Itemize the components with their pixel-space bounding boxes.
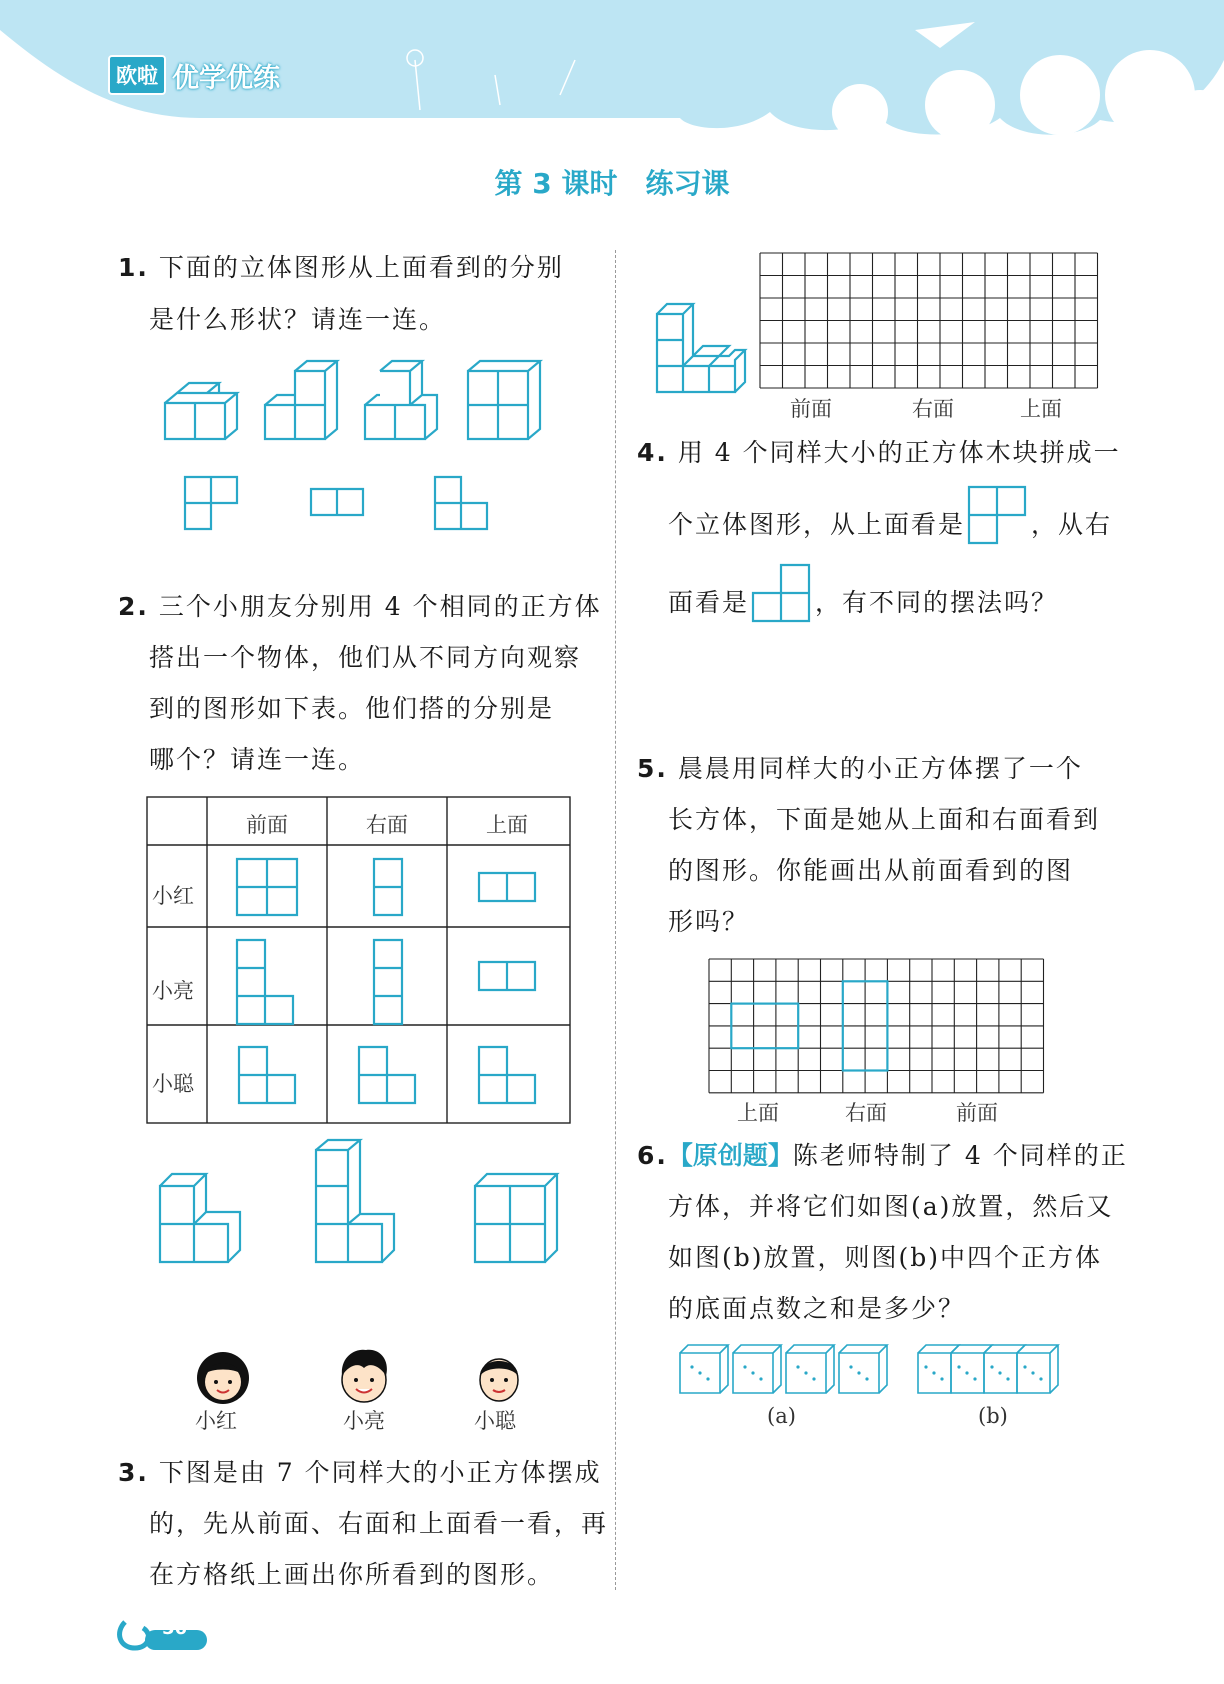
die-pip <box>965 1371 968 1374</box>
lesson-title: 第 3 课时 练习课 <box>494 167 730 200</box>
die <box>680 1345 728 1393</box>
q6-line1 <box>637 1143 1128 1168</box>
die <box>839 1345 887 1393</box>
q2-line4: 哪个？请连一连。 <box>149 745 366 774</box>
q5-line1 <box>637 756 1083 781</box>
q5-label-front: 前面 <box>956 1101 998 1125</box>
die-pip <box>932 1371 935 1374</box>
die-pip <box>865 1377 868 1380</box>
kid-xiaohong-avatar <box>195 1350 251 1406</box>
q3-line3: 在方格纸上画出你所看到的图形。 <box>149 1560 555 1589</box>
q5-line3: 的图形。你能画出从前面看到的图 <box>668 856 1074 885</box>
q4-line3 <box>668 583 1058 621</box>
q5-line4: 形吗？ <box>668 907 750 936</box>
q2-header-right: 右面 <box>366 813 408 837</box>
q4-line1 <box>637 440 1121 465</box>
die-pip <box>973 1377 976 1380</box>
q4-number: 4. <box>637 438 668 467</box>
die-pip <box>812 1377 815 1380</box>
brand-badge: 欧啦 <box>108 55 166 95</box>
q3-label-top: 上面 <box>1020 397 1062 421</box>
die-pip <box>998 1371 1001 1374</box>
die-pip <box>743 1365 746 1368</box>
q2-row-xiaoliang: 小亮 <box>152 979 194 1003</box>
q1-view-two-squares <box>311 489 363 515</box>
q2-solid-c <box>475 1174 557 1262</box>
q4-text-2b: ，从右 <box>1031 509 1113 539</box>
q3-label-right: 右面 <box>912 397 954 421</box>
kid-xiaocong-avatar <box>474 1350 524 1406</box>
q4-text-3b: ，有不同的摆法吗？ <box>815 587 1059 617</box>
q6-original-tag: 【原创题】 <box>667 1141 793 1170</box>
die-pip <box>751 1371 754 1374</box>
q2-line2: 搭出一个物体，他们从不同方向观察 <box>149 643 582 672</box>
q6-line2: 方体，并将它们如图(a)放置，然后又 <box>668 1192 1114 1221</box>
brand-name: 优学优练 <box>172 62 280 94</box>
q2-text: 三个小朋友分别用 4 个相同的正方体 <box>158 592 602 621</box>
kid-xiaohong-label: 小红 <box>195 1409 237 1433</box>
q2-table <box>147 797 571 1124</box>
die-pip <box>924 1365 927 1368</box>
die-pip <box>1023 1365 1026 1368</box>
q1-view-l-shape <box>185 477 237 529</box>
q2-solids <box>150 1140 570 1270</box>
column-divider <box>615 250 616 1590</box>
brand-logo <box>108 58 280 92</box>
q5-text: 晨晨用同样大的小正方体摆了一个 <box>677 754 1083 783</box>
q1-line2: 是什么形状？请连一连。 <box>149 305 447 334</box>
q5-line2: 长方体，下面是她从上面和右面看到 <box>668 805 1101 834</box>
q5-label-right: 右面 <box>845 1101 887 1125</box>
die-pip <box>1006 1377 1009 1380</box>
q3-line1 <box>118 1460 602 1485</box>
q3-solid <box>655 290 755 390</box>
die <box>733 1345 781 1393</box>
die-pip <box>796 1365 799 1368</box>
q1-line1 <box>118 255 564 280</box>
q3-label-front: 前面 <box>790 397 832 421</box>
q2-line3: 到的图形如下表。他们搭的分别是 <box>149 694 555 723</box>
q1-solids <box>150 355 570 455</box>
kid-xiaoliang-avatar <box>336 1346 392 1406</box>
q4-top-view-shape <box>967 485 1029 543</box>
q3-number: 3. <box>118 1458 149 1487</box>
q1-number: 1. <box>118 253 149 282</box>
die-pip <box>849 1365 852 1368</box>
die <box>1017 1345 1058 1393</box>
q2-row-xiaohong: 小红 <box>152 884 194 908</box>
die <box>786 1345 834 1393</box>
q1-view-step-shape <box>435 477 487 529</box>
q1-top-views <box>185 475 545 535</box>
die-pip <box>1031 1371 1034 1374</box>
q6-caption-b: (b) <box>978 1404 1008 1428</box>
q5-grid-paper <box>709 959 1047 1093</box>
die-pip <box>804 1371 807 1374</box>
q6-dice-b <box>918 1345 1078 1395</box>
q2-header-top: 上面 <box>486 813 528 837</box>
q1-solid-d <box>468 361 540 439</box>
die-pip <box>857 1371 860 1374</box>
q1-solid-c <box>365 361 437 439</box>
q6-line3: 如图(b)放置，则图(b)中四个正方体 <box>668 1243 1103 1272</box>
die-pip <box>690 1365 693 1368</box>
die-pip <box>940 1377 943 1380</box>
q3-text: 下图是由 7 个同样大的小正方体摆成 <box>158 1458 602 1487</box>
q4-text-2a: 个立体图形，从上面看是 <box>668 509 966 539</box>
q1-text: 下面的立体图形从上面看到的分别 <box>158 253 564 282</box>
q6-text: 陈老师特制了 4 个同样的正 <box>792 1141 1128 1170</box>
q3-grid-paper <box>760 253 1102 389</box>
die-pip <box>698 1371 701 1374</box>
page-number: 56 <box>162 1618 188 1639</box>
q6-dice-a <box>680 1345 900 1395</box>
q6-number: 6. <box>637 1141 668 1170</box>
die-pip <box>706 1377 709 1380</box>
q2-header-front: 前面 <box>246 813 288 837</box>
q2-line1 <box>118 594 602 619</box>
kid-xiaoliang-label: 小亮 <box>343 1409 385 1433</box>
q1-solid-b <box>265 361 337 439</box>
q4-right-view-shape <box>751 563 813 621</box>
kid-xiaocong-label: 小聪 <box>474 1409 516 1433</box>
die-pip <box>990 1365 993 1368</box>
q2-solid-b <box>316 1140 394 1262</box>
q2-solid-a <box>160 1174 240 1262</box>
q4-text: 用 4 个同样大小的正方体木块拼成一 <box>677 438 1121 467</box>
q2-row-xiaocong: 小聪 <box>152 1072 194 1096</box>
q2-number: 2. <box>118 592 149 621</box>
q5-number: 5. <box>637 754 668 783</box>
q5-label-top: 上面 <box>737 1101 779 1125</box>
q3-line2: 的，先从前面、右面和上面看一看，再 <box>149 1509 609 1538</box>
q1-solid-a <box>165 383 237 439</box>
q6-line4: 的底面点数之和是多少？ <box>668 1294 966 1323</box>
q4-text-3a: 面看是 <box>668 587 750 617</box>
q4-line2 <box>668 505 1112 543</box>
die-pip <box>1039 1377 1042 1380</box>
q6-caption-a: (a) <box>767 1404 796 1428</box>
die-pip <box>957 1365 960 1368</box>
die-pip <box>759 1377 762 1380</box>
